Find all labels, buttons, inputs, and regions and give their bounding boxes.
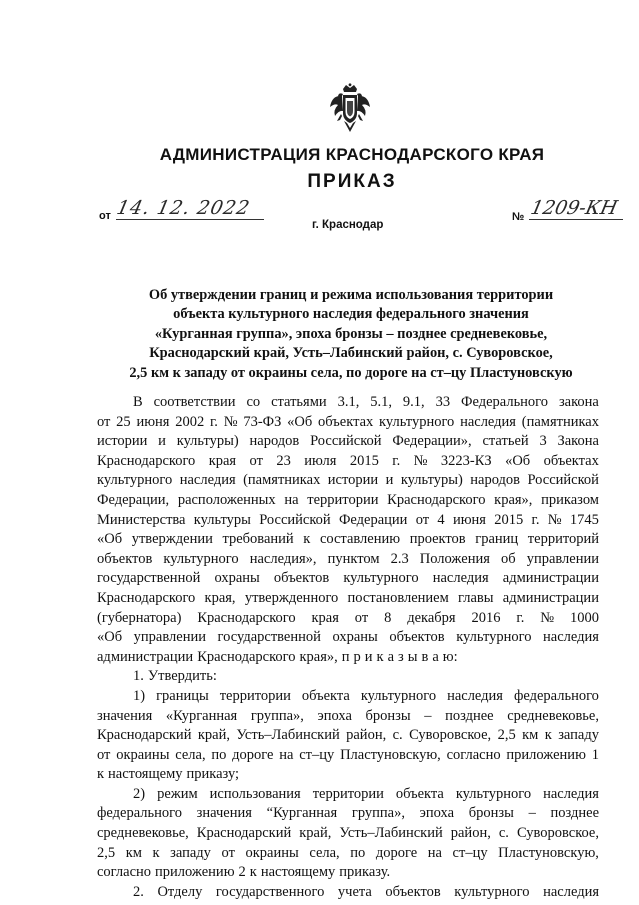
body-word: 2,5 bbox=[497, 727, 516, 744]
body-word: группа», bbox=[250, 707, 304, 724]
body-word: культурного bbox=[455, 785, 532, 802]
body-word: культурного bbox=[163, 550, 239, 567]
body-word: государственной bbox=[217, 629, 321, 646]
body-word: утверждении bbox=[131, 531, 213, 548]
body-word: 2016 bbox=[471, 609, 501, 626]
body-word: июля bbox=[304, 452, 337, 469]
body-word: Федерального bbox=[461, 394, 549, 410]
body-word: Федерации bbox=[338, 511, 408, 528]
body-word: 2015 bbox=[349, 452, 379, 469]
body-word: район, bbox=[346, 727, 387, 744]
body-word: 25 bbox=[116, 413, 131, 430]
body-word: значения bbox=[196, 805, 252, 822]
body-word: на bbox=[427, 844, 442, 861]
body-word: закона bbox=[558, 394, 599, 410]
body-word: 2 bbox=[238, 864, 246, 881]
body-word: 2. bbox=[133, 883, 144, 900]
body-word: № bbox=[223, 413, 238, 430]
body-word: территорий bbox=[527, 531, 599, 548]
city-label: г. Краснодар bbox=[312, 219, 384, 231]
body-word: г. bbox=[531, 511, 540, 528]
body-word: статьями bbox=[271, 394, 327, 410]
body-word: группа», bbox=[351, 805, 405, 822]
body-word: ы bbox=[407, 648, 418, 665]
body-word: объектов bbox=[273, 570, 330, 587]
body-word: Отделу bbox=[157, 883, 203, 900]
body-line bbox=[97, 687, 599, 707]
body-word: к bbox=[303, 531, 311, 548]
body-word: использования bbox=[209, 785, 301, 802]
body-word: территории bbox=[312, 785, 384, 802]
body-word: з bbox=[398, 648, 404, 665]
body-word: об bbox=[500, 550, 516, 567]
body-word: государственного bbox=[215, 883, 325, 900]
body-word: (памятниках bbox=[243, 472, 321, 489]
body-word: 1 bbox=[591, 746, 599, 763]
body-word: 2,5 bbox=[97, 844, 116, 861]
body-word: окраины bbox=[245, 844, 299, 861]
body-word: край, bbox=[299, 825, 332, 842]
body-word: г. bbox=[210, 413, 218, 430]
body-line bbox=[97, 883, 599, 903]
body-word: объектов bbox=[389, 629, 445, 646]
body-word: км bbox=[125, 844, 142, 861]
body-word: позднее bbox=[445, 707, 494, 724]
body-word: наследия bbox=[447, 687, 503, 704]
body-word: № bbox=[413, 452, 428, 469]
body-word: значения bbox=[97, 707, 153, 724]
body-line bbox=[97, 609, 599, 629]
body-word: управлении bbox=[133, 629, 206, 646]
body-word: средневековье, bbox=[97, 825, 189, 842]
body-word: 1. bbox=[133, 668, 144, 685]
number-underline bbox=[529, 219, 623, 220]
body-word: наследия bbox=[543, 883, 599, 900]
body-word: пунктом bbox=[327, 550, 380, 567]
body-word: культурного bbox=[456, 629, 532, 646]
body-line bbox=[97, 785, 599, 805]
body-word: Усть–Лабинский bbox=[339, 825, 443, 842]
body-word: народов bbox=[470, 472, 521, 489]
body-word: соответствии bbox=[153, 394, 236, 410]
body-word: постановлением bbox=[347, 589, 449, 606]
body-word: 2.3 bbox=[390, 550, 409, 567]
date-underline bbox=[116, 219, 264, 220]
body-word: приказом bbox=[541, 491, 599, 508]
body-word: края bbox=[311, 609, 339, 626]
body-word: 1745 bbox=[569, 511, 599, 528]
body-word: 23 bbox=[276, 452, 291, 469]
body-word: культурного bbox=[343, 570, 419, 587]
body-word: истории bbox=[97, 433, 148, 450]
body-word: расположенных bbox=[177, 491, 276, 508]
body-word: культуры) bbox=[176, 433, 239, 450]
body-word: Усть–Лабинский bbox=[236, 727, 340, 744]
body-word: Краснодарского bbox=[97, 452, 196, 469]
body-word: государственной bbox=[97, 570, 201, 587]
body-word: западу bbox=[170, 844, 211, 861]
body-word: и bbox=[364, 648, 373, 665]
body-word: 3223-КЗ bbox=[440, 452, 492, 469]
body-line bbox=[97, 628, 599, 648]
body-line bbox=[97, 432, 599, 452]
body-word: объекта bbox=[301, 687, 350, 704]
body-word: 3.1, bbox=[337, 394, 360, 410]
body-word: приложению bbox=[155, 864, 235, 881]
body-word: ст–цу bbox=[299, 746, 335, 763]
body-word: культурного bbox=[360, 687, 437, 704]
body-word: к bbox=[249, 864, 257, 881]
handwritten-date: 14. 12. 2022 bbox=[114, 197, 253, 219]
body-line bbox=[97, 569, 599, 589]
body-word: от bbox=[97, 413, 111, 430]
body-word: г. bbox=[516, 609, 525, 626]
body-word: км bbox=[522, 727, 539, 744]
body-word: к bbox=[152, 844, 160, 861]
body-word: края», bbox=[494, 491, 533, 508]
body-word: объектах bbox=[543, 452, 599, 469]
body-word: охраны bbox=[332, 629, 378, 646]
body-word: 2002 bbox=[175, 413, 205, 430]
body-word: 33 bbox=[435, 394, 451, 410]
body-word: 3 bbox=[539, 433, 547, 450]
body-word: В bbox=[133, 394, 143, 410]
document-body bbox=[97, 393, 599, 902]
body-word: эпоха bbox=[419, 805, 455, 822]
body-word: дороге bbox=[232, 746, 274, 763]
body-word: ст–цу bbox=[452, 844, 488, 861]
body-word: настоящему bbox=[108, 766, 183, 783]
number-prefix-label: № bbox=[512, 211, 525, 223]
body-word: охраны bbox=[214, 570, 260, 587]
body-word: по bbox=[211, 746, 227, 763]
body-word: (губернатора) bbox=[97, 609, 182, 626]
body-word: ю: bbox=[442, 648, 458, 665]
body-word: учета bbox=[337, 883, 372, 900]
body-word: объектов bbox=[97, 550, 153, 567]
body-word: 2) bbox=[133, 785, 146, 802]
subject-line: «Курганная группа», эпоха бронзы – позднее средневековье, bbox=[154, 325, 548, 342]
body-word: бронзы bbox=[468, 805, 514, 822]
body-word: приказу; bbox=[186, 766, 240, 783]
body-word: Российской bbox=[527, 472, 599, 489]
body-word: к bbox=[97, 766, 105, 783]
body-word: Министерства bbox=[97, 511, 186, 528]
body-word: Краснодарского bbox=[387, 491, 486, 508]
body-line bbox=[97, 667, 599, 687]
body-word: культурного bbox=[454, 883, 530, 900]
body-word: объектах bbox=[318, 413, 374, 430]
body-line bbox=[97, 589, 599, 609]
body-word: 1) bbox=[133, 687, 146, 704]
body-line bbox=[97, 863, 599, 883]
body-line bbox=[97, 844, 599, 864]
body-word: Пластуновскую, bbox=[498, 844, 599, 861]
body-word: края, bbox=[204, 589, 236, 606]
body-word: декабря bbox=[407, 609, 456, 626]
body-word: западу bbox=[558, 727, 599, 744]
body-line bbox=[97, 550, 599, 570]
body-word: г. bbox=[392, 452, 401, 469]
body-word: наследия», bbox=[249, 550, 317, 567]
body-word: Пластуновскую, bbox=[340, 746, 441, 763]
body-word: на bbox=[284, 491, 299, 508]
body-word: от bbox=[97, 746, 111, 763]
body-word: села, bbox=[309, 844, 340, 861]
body-line bbox=[97, 824, 599, 844]
body-word: № bbox=[540, 609, 555, 626]
body-line bbox=[97, 726, 599, 746]
body-line bbox=[97, 804, 599, 824]
body-word: а bbox=[387, 648, 395, 665]
body-word: Федерации, bbox=[97, 491, 170, 508]
body-word: «Об bbox=[287, 413, 313, 430]
body-word: согласно bbox=[97, 864, 152, 881]
body-word: народов bbox=[249, 433, 300, 450]
body-word: в bbox=[421, 648, 429, 665]
body-word: культурного bbox=[97, 472, 173, 489]
body-word: и bbox=[158, 433, 166, 450]
body-line bbox=[97, 765, 599, 785]
body-word: от bbox=[354, 609, 369, 626]
body-word: № bbox=[547, 511, 562, 528]
body-word: 4 bbox=[437, 511, 445, 528]
body-line bbox=[97, 413, 599, 433]
body-word: Суворовское, bbox=[516, 825, 599, 842]
body-word: наследия bbox=[543, 785, 599, 802]
body-line bbox=[97, 530, 599, 550]
body-word: р bbox=[353, 648, 361, 665]
body-word: приложению bbox=[506, 746, 586, 763]
body-line bbox=[97, 707, 599, 727]
body-word: «Об bbox=[97, 629, 123, 646]
body-word: 8 bbox=[384, 609, 392, 626]
subject-line: Об утверждении границ и режима использования территории bbox=[148, 287, 554, 303]
body-line bbox=[97, 511, 599, 531]
body-word: территории bbox=[219, 687, 291, 704]
body-word: настоящему bbox=[260, 864, 336, 881]
body-word: границы bbox=[156, 687, 209, 704]
body-word: с. bbox=[498, 825, 509, 842]
body-word: и bbox=[385, 472, 394, 489]
handwritten-number: 1209-КН bbox=[528, 197, 620, 219]
body-word: по bbox=[350, 844, 366, 861]
document-subject bbox=[96, 286, 606, 383]
body-word: к bbox=[544, 727, 552, 744]
body-word: края bbox=[208, 452, 237, 469]
body-word: 5.1, bbox=[370, 394, 392, 410]
subject-line: объекта культурного наследия федерального значения bbox=[173, 306, 529, 323]
body-word: наследия bbox=[543, 629, 599, 646]
body-word: Закона bbox=[557, 433, 599, 450]
body-word: федерального bbox=[97, 805, 182, 822]
body-word: «Об bbox=[505, 452, 531, 469]
body-word: культуры) bbox=[400, 472, 463, 489]
body-word: район, bbox=[450, 825, 491, 842]
body-word: июня bbox=[136, 413, 170, 430]
body-word: от bbox=[415, 511, 430, 528]
body-word: «Об bbox=[97, 531, 123, 548]
body-word: Краснодарский bbox=[196, 825, 292, 842]
body-word: июня bbox=[452, 511, 486, 528]
body-line bbox=[97, 746, 599, 766]
body-word: а bbox=[432, 648, 439, 665]
body-line bbox=[97, 648, 599, 668]
body-word: требований bbox=[222, 531, 294, 548]
body-word: «Курганная bbox=[165, 707, 238, 724]
body-word: согласно bbox=[446, 746, 501, 763]
body-word: дороге bbox=[375, 844, 418, 861]
body-word: проектов bbox=[409, 531, 466, 548]
body-line bbox=[97, 491, 599, 511]
body-word: Суворовское, bbox=[409, 727, 492, 744]
body-word: на bbox=[279, 746, 294, 763]
body-word: режим bbox=[157, 785, 198, 802]
body-word: 2015 bbox=[494, 511, 524, 528]
body-word: – bbox=[528, 805, 536, 822]
body-word: наследия bbox=[460, 413, 516, 430]
document-type-title: ПРИКАЗ bbox=[307, 171, 397, 192]
body-word: администрации bbox=[502, 570, 599, 587]
organization-title: АДМИНИСТРАЦИЯ КРАСНОДАРСКОГО КРАЯ bbox=[159, 145, 545, 164]
body-word: окраины bbox=[116, 746, 170, 763]
body-word: объектов bbox=[385, 883, 441, 900]
body-word: средневековье, bbox=[507, 707, 599, 724]
body-word: федерального bbox=[513, 687, 599, 704]
body-word: 1000 bbox=[569, 609, 599, 626]
body-line bbox=[97, 393, 599, 413]
body-word: со bbox=[246, 394, 261, 410]
body-word: границ bbox=[475, 531, 519, 548]
body-word: культуры bbox=[193, 511, 251, 528]
body-word: объекта bbox=[395, 785, 444, 802]
body-word: – bbox=[424, 707, 432, 724]
body-word: управлении bbox=[526, 550, 599, 567]
body-word: Положения bbox=[419, 550, 490, 567]
body-word: п bbox=[341, 648, 350, 665]
body-word: 73-ФЗ bbox=[243, 413, 282, 430]
body-word: от bbox=[221, 844, 235, 861]
body-word: 9.1, bbox=[402, 394, 425, 410]
body-word: (памятниках bbox=[521, 413, 599, 430]
body-word: составлению bbox=[319, 531, 401, 548]
body-word: статьей bbox=[482, 433, 529, 450]
body-word: Краснодарского bbox=[197, 648, 296, 665]
body-word: края», bbox=[299, 648, 338, 665]
body-word: Российской bbox=[310, 433, 382, 450]
body-word: от bbox=[249, 452, 263, 469]
body-word: с. bbox=[392, 727, 403, 744]
body-word: Краснодарского bbox=[197, 609, 296, 626]
subject-line: 2,5 км к западу от окраины села, по дороге на ст–цу Пластуновскую bbox=[129, 364, 573, 381]
body-word: “Курганная bbox=[266, 805, 338, 822]
body-word: Утвердить: bbox=[147, 668, 217, 685]
body-word: утвержденного bbox=[244, 589, 339, 606]
body-word: Российской bbox=[259, 511, 331, 528]
subject-line: Краснодарский край, Усть–Лабинский район, с. Суворовское, bbox=[149, 345, 553, 362]
body-word: Краснодарского bbox=[97, 589, 196, 606]
body-word: культурного bbox=[379, 413, 455, 430]
body-word: Федерации», bbox=[392, 433, 472, 450]
body-word: позднее bbox=[550, 805, 599, 822]
coat-of-arms-icon bbox=[329, 83, 371, 133]
body-word: Краснодарский bbox=[97, 727, 192, 744]
body-word: к bbox=[376, 648, 384, 665]
body-word: администрации bbox=[502, 589, 599, 606]
body-word: наследия bbox=[432, 570, 489, 587]
body-word: край, bbox=[197, 727, 230, 744]
body-word: приказу. bbox=[339, 864, 391, 881]
body-word: администрации bbox=[97, 648, 194, 665]
body-line bbox=[97, 452, 599, 472]
body-line bbox=[97, 471, 599, 491]
body-word: села, bbox=[175, 746, 206, 763]
body-word: главы bbox=[458, 589, 494, 606]
date-prefix-label: от bbox=[99, 210, 111, 222]
body-word: бронзы bbox=[365, 707, 411, 724]
body-word: наследия bbox=[179, 472, 236, 489]
body-word: истории bbox=[327, 472, 379, 489]
body-word: эпоха bbox=[317, 707, 352, 724]
body-word: территории bbox=[307, 491, 379, 508]
